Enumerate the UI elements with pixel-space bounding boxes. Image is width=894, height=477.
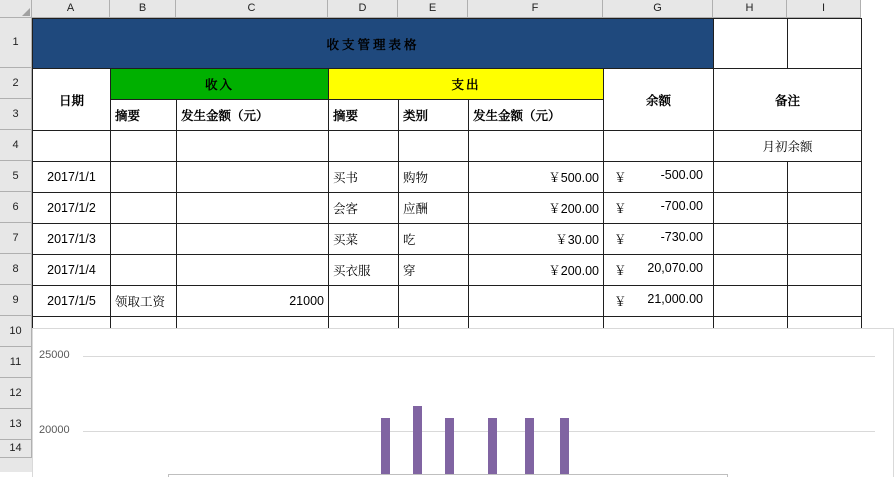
cell-balance[interactable] xyxy=(604,193,714,224)
row-header-1[interactable]: 1 xyxy=(0,18,32,68)
y-axis-tick-25000: 25000 xyxy=(39,349,70,361)
balance-value: -730.00 xyxy=(660,230,703,244)
cell-expense-amount[interactable] xyxy=(469,286,604,317)
balance-value: -700.00 xyxy=(660,199,703,213)
cell-expense-summary[interactable]: 会客 xyxy=(329,193,399,224)
chart-bar xyxy=(488,418,497,476)
chart-bar xyxy=(560,418,569,476)
cell-opening-balance[interactable] xyxy=(604,131,714,162)
cell-h1[interactable] xyxy=(714,19,788,69)
cell-expense-summary[interactable] xyxy=(329,286,399,317)
cell-date[interactable]: 2017/1/5 xyxy=(33,286,111,317)
cell-date[interactable]: 2017/1/4 xyxy=(33,255,111,286)
cell-opening-remark[interactable]: 月初余额 xyxy=(714,131,862,162)
table-row xyxy=(33,162,862,193)
table-row xyxy=(33,224,862,255)
column-header-c[interactable]: C xyxy=(176,0,328,18)
cell-opening-income-amount[interactable] xyxy=(177,131,329,162)
row-header-7[interactable]: 7 xyxy=(0,223,32,254)
cell-expense-amount[interactable]: ￥200.00 xyxy=(469,255,604,286)
cell-expense-category[interactable]: 购物 xyxy=(399,162,469,193)
row-header-13[interactable]: 13 xyxy=(0,409,32,440)
cell-opening-expense-category[interactable] xyxy=(399,131,469,162)
cell-income-summary[interactable] xyxy=(111,255,177,286)
header-expense-summary: 摘要 xyxy=(329,100,399,131)
header-date: 日期 xyxy=(33,69,111,131)
cell-opening-date[interactable] xyxy=(33,131,111,162)
cell-income-amount[interactable] xyxy=(177,255,329,286)
column-header-b[interactable]: B xyxy=(110,0,176,18)
cell-income-summary[interactable] xyxy=(111,193,177,224)
cell-income-amount[interactable]: 21000 xyxy=(177,286,329,317)
currency-symbol: ￥ xyxy=(614,264,627,278)
column-header-d[interactable]: D xyxy=(328,0,398,18)
table-row-title xyxy=(33,19,862,69)
cell-balance[interactable] xyxy=(604,286,714,317)
cell-remark-h[interactable] xyxy=(714,193,788,224)
row-header-6[interactable]: 6 xyxy=(0,192,32,223)
chart-bar xyxy=(525,418,534,476)
cell-remark-i[interactable] xyxy=(788,193,862,224)
header-remark: 备注 xyxy=(714,69,862,131)
column-header-g[interactable]: G xyxy=(603,0,713,18)
cell-remark-i[interactable] xyxy=(788,286,862,317)
cell-income-summary[interactable]: 领取工资 xyxy=(111,286,177,317)
cell-balance[interactable] xyxy=(604,255,714,286)
cell-expense-category[interactable]: 穿 xyxy=(399,255,469,286)
cell-expense-amount[interactable]: ￥500.00 xyxy=(469,162,604,193)
header-income-amount: 发生金额（元） xyxy=(177,100,329,131)
cell-remark-h[interactable] xyxy=(714,224,788,255)
sheet-grid xyxy=(32,18,894,472)
cell-expense-summary[interactable]: 买衣服 xyxy=(329,255,399,286)
y-axis-tick-20000: 20000 xyxy=(39,424,70,436)
cell-income-summary[interactable] xyxy=(111,162,177,193)
table-row-group-header xyxy=(33,69,862,100)
chart-gridline-20000 xyxy=(83,431,875,432)
column-header-i[interactable]: I xyxy=(787,0,861,18)
cell-opening-expense-summary[interactable] xyxy=(329,131,399,162)
row-header-5[interactable]: 5 xyxy=(0,161,32,192)
header-income-summary: 摘要 xyxy=(111,100,177,131)
table-row xyxy=(33,255,862,286)
chart-bar xyxy=(445,418,454,476)
cell-expense-category[interactable] xyxy=(399,286,469,317)
cell-opening-income-summary[interactable] xyxy=(111,131,177,162)
cell-expense-summary[interactable]: 买菜 xyxy=(329,224,399,255)
select-all-corner[interactable] xyxy=(0,0,32,18)
row-header-11[interactable]: 11 xyxy=(0,347,32,378)
balance-value: -500.00 xyxy=(660,168,703,182)
header-expense-amount: 发生金额（元） xyxy=(469,100,604,131)
table-row xyxy=(33,286,862,317)
column-header-e[interactable]: E xyxy=(398,0,468,18)
cell-date[interactable]: 2017/1/2 xyxy=(33,193,111,224)
cell-expense-amount[interactable]: ￥200.00 xyxy=(469,193,604,224)
cell-expense-amount[interactable]: ￥30.00 xyxy=(469,224,604,255)
currency-symbol: ￥ xyxy=(614,202,627,216)
cell-expense-summary[interactable]: 买书 xyxy=(329,162,399,193)
header-balance: 余额 xyxy=(604,69,714,131)
cell-date[interactable]: 2017/1/3 xyxy=(33,224,111,255)
sheet-title: 收支管理表格 xyxy=(33,19,714,69)
chart-plot-area xyxy=(33,329,893,477)
cell-balance[interactable] xyxy=(604,224,714,255)
chart-gridline-25000 xyxy=(83,356,875,357)
column-header-a[interactable]: A xyxy=(32,0,110,18)
header-expense-category: 类别 xyxy=(399,100,469,131)
currency-symbol: ￥ xyxy=(614,233,627,247)
cell-expense-category[interactable]: 吃 xyxy=(399,224,469,255)
cell-remark-h[interactable] xyxy=(714,286,788,317)
row-header-strip xyxy=(0,18,32,472)
cell-date[interactable]: 2017/1/1 xyxy=(33,162,111,193)
cell-income-amount[interactable] xyxy=(177,224,329,255)
cell-remark-i[interactable] xyxy=(788,162,862,193)
row-header-2[interactable]: 2 xyxy=(0,68,32,99)
header-expense-group: 支出 xyxy=(329,69,604,100)
header-income-group: 收入 xyxy=(111,69,329,100)
balance-value: 20,070.00 xyxy=(647,261,703,275)
row-header-9[interactable]: 9 xyxy=(0,285,32,316)
row-header-3[interactable]: 3 xyxy=(0,99,32,130)
table-row xyxy=(33,193,862,224)
cell-remark-h[interactable] xyxy=(714,162,788,193)
cell-opening-expense-amount[interactable] xyxy=(469,131,604,162)
currency-symbol: ￥ xyxy=(614,295,627,309)
cell-remark-i[interactable] xyxy=(788,224,862,255)
column-header-f[interactable]: F xyxy=(468,0,603,18)
cell-i1[interactable] xyxy=(788,19,862,69)
row-header-8[interactable]: 8 xyxy=(0,254,32,285)
cell-income-amount[interactable] xyxy=(177,162,329,193)
chart-bar xyxy=(413,406,422,476)
currency-symbol: ￥ xyxy=(614,171,627,185)
row-header-10[interactable]: 10 xyxy=(0,316,32,347)
embedded-bar-chart[interactable] xyxy=(32,328,894,477)
chart-bar xyxy=(381,418,390,476)
column-header-h[interactable]: H xyxy=(713,0,787,18)
balance-value: 21,000.00 xyxy=(647,292,703,306)
cell-remark-h[interactable] xyxy=(714,255,788,286)
cell-remark-i[interactable] xyxy=(788,255,862,286)
row-header-12[interactable]: 12 xyxy=(0,378,32,409)
column-header-strip xyxy=(0,0,894,18)
cell-expense-category[interactable]: 应酬 xyxy=(399,193,469,224)
row-header-4[interactable]: 4 xyxy=(0,130,32,161)
cell-balance[interactable] xyxy=(604,162,714,193)
table-row-opening xyxy=(33,131,862,162)
cell-income-amount[interactable] xyxy=(177,193,329,224)
row-header-14[interactable]: 14 xyxy=(0,440,32,458)
cell-income-summary[interactable] xyxy=(111,224,177,255)
